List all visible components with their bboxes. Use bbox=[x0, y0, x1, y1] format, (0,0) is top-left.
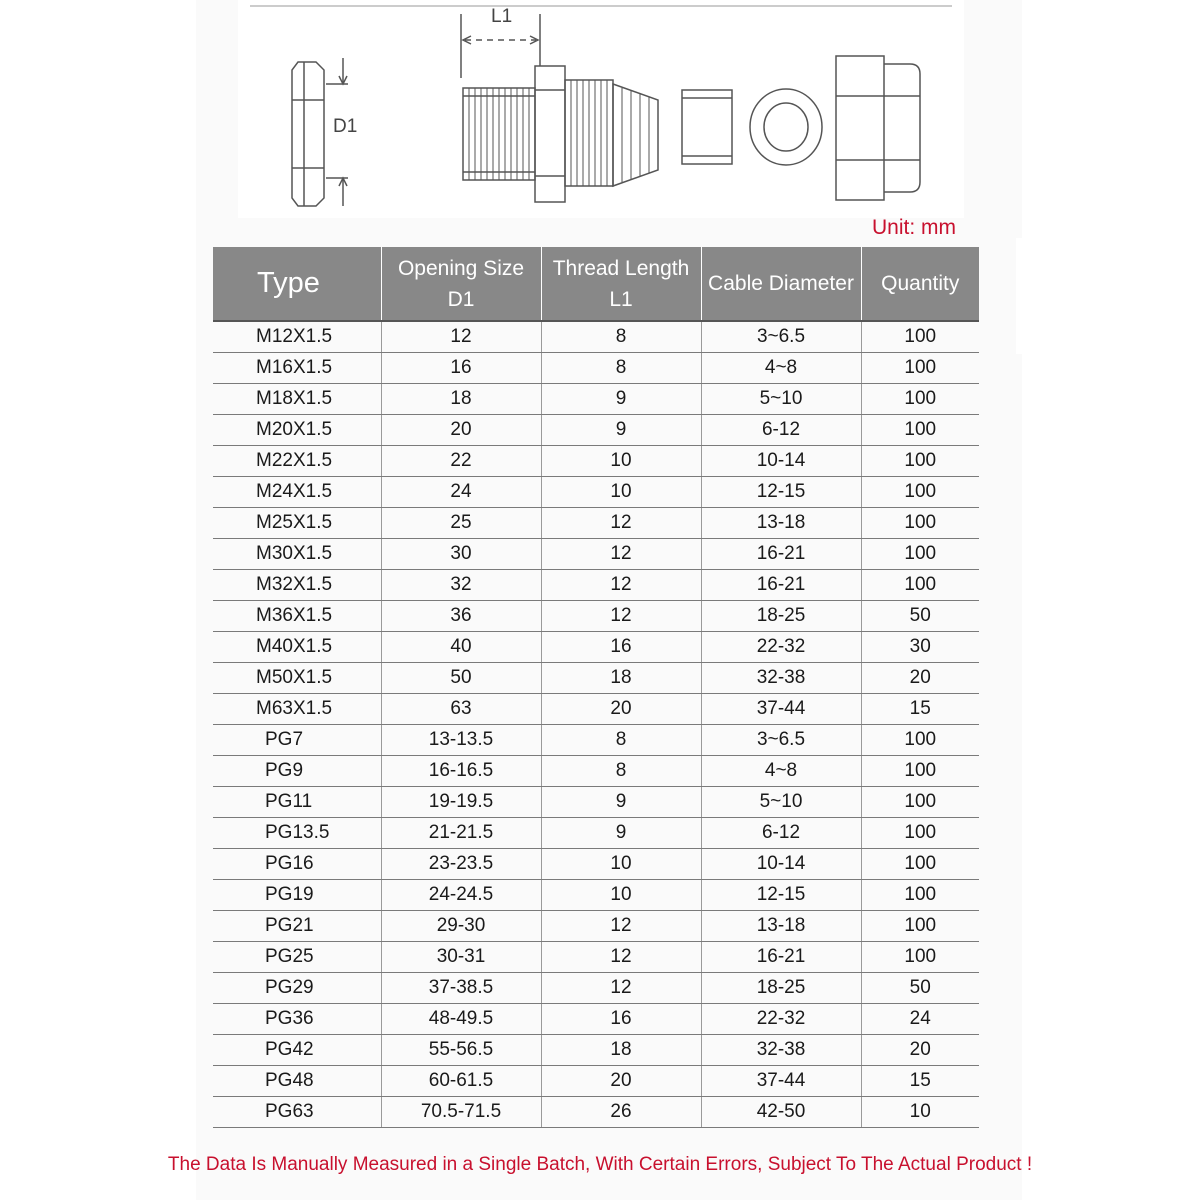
cable-diameter-cell: 12-15 bbox=[701, 880, 861, 911]
lock-nut-drawing bbox=[292, 62, 324, 206]
thread-length-cell: 8 bbox=[541, 725, 701, 756]
opening-size-cell: 37-38.5 bbox=[381, 973, 541, 1004]
unit-label: Unit: mm bbox=[872, 216, 956, 239]
opening-size-cell: 32 bbox=[381, 570, 541, 601]
opening-size-cell: 24-24.5 bbox=[381, 880, 541, 911]
type-cell: M12X1.5 bbox=[213, 321, 381, 353]
opening-size-cell: 21-21.5 bbox=[381, 818, 541, 849]
opening-size-cell: 29-30 bbox=[381, 911, 541, 942]
type-cell: M18X1.5 bbox=[213, 384, 381, 415]
opening-size-cell: 30 bbox=[381, 539, 541, 570]
quantity-cell: 50 bbox=[861, 973, 979, 1004]
type-cell: M25X1.5 bbox=[213, 508, 381, 539]
table-row bbox=[213, 818, 979, 849]
cable-diameter-cell: 37-44 bbox=[701, 1066, 861, 1097]
opening-size-cell: 18 bbox=[381, 384, 541, 415]
table-row bbox=[213, 942, 979, 973]
type-cell: PG29 bbox=[213, 973, 381, 1004]
table-row bbox=[213, 384, 979, 415]
type-cell: PG9 bbox=[213, 756, 381, 787]
opening-size-cell: 63 bbox=[381, 694, 541, 725]
table-row bbox=[213, 1097, 979, 1128]
type-cell: PG11 bbox=[213, 787, 381, 818]
opening-size-cell: 12 bbox=[381, 321, 541, 353]
table-row bbox=[213, 508, 979, 539]
quantity-cell: 100 bbox=[861, 446, 979, 477]
opening-size-cell: 70.5-71.5 bbox=[381, 1097, 541, 1128]
thread-length-cell: 9 bbox=[541, 818, 701, 849]
table-row bbox=[213, 849, 979, 880]
cable-gland-diagram bbox=[238, 0, 964, 218]
cable-diameter-cell: 37-44 bbox=[701, 694, 861, 725]
disclaimer-footnote: The Data Is Manually Measured in a Single Batch, With Certain Errors, Subject To The Actual Product ! bbox=[167, 1154, 1033, 1175]
opening-size-cell: 60-61.5 bbox=[381, 1066, 541, 1097]
type-cell: PG7 bbox=[213, 725, 381, 756]
cable-diameter-cell: 3~6.5 bbox=[701, 321, 861, 353]
quantity-cell: 10 bbox=[861, 1097, 979, 1128]
type-cell: M20X1.5 bbox=[213, 415, 381, 446]
opening-size-cell: 19-19.5 bbox=[381, 787, 541, 818]
quantity-cell: 100 bbox=[861, 539, 979, 570]
quantity-cell: 15 bbox=[861, 694, 979, 725]
cable-diameter-cell: 22-32 bbox=[701, 632, 861, 663]
opening-size-cell: 55-56.5 bbox=[381, 1035, 541, 1066]
quantity-cell: 100 bbox=[861, 756, 979, 787]
opening-size-cell: 20 bbox=[381, 415, 541, 446]
table-row bbox=[213, 1066, 979, 1097]
table-row bbox=[213, 446, 979, 477]
opening-size-cell: 24 bbox=[381, 477, 541, 508]
opening-size-cell: 25 bbox=[381, 508, 541, 539]
header-quantity: Quantity bbox=[861, 247, 979, 321]
header-row bbox=[213, 247, 979, 321]
header-type: Type bbox=[213, 247, 381, 321]
quantity-cell: 100 bbox=[861, 849, 979, 880]
quantity-cell: 20 bbox=[861, 1035, 979, 1066]
type-cell: PG19 bbox=[213, 880, 381, 911]
quantity-cell: 50 bbox=[861, 601, 979, 632]
table-row bbox=[213, 787, 979, 818]
thread-length-cell: 16 bbox=[541, 632, 701, 663]
thread-length-cell: 12 bbox=[541, 942, 701, 973]
table-row bbox=[213, 539, 979, 570]
table-row bbox=[213, 632, 979, 663]
quantity-cell: 100 bbox=[861, 911, 979, 942]
cable-diameter-cell: 16-21 bbox=[701, 570, 861, 601]
opening-size-cell: 16 bbox=[381, 353, 541, 384]
type-cell: M30X1.5 bbox=[213, 539, 381, 570]
type-cell: M22X1.5 bbox=[213, 446, 381, 477]
type-cell: M24X1.5 bbox=[213, 477, 381, 508]
cable-diameter-cell: 5~10 bbox=[701, 384, 861, 415]
thread-length-cell: 18 bbox=[541, 663, 701, 694]
type-cell: PG63 bbox=[213, 1097, 381, 1128]
thread-length-cell: 26 bbox=[541, 1097, 701, 1128]
cable-diameter-cell: 13-18 bbox=[701, 508, 861, 539]
side-panel bbox=[1016, 238, 1200, 354]
cable-diameter-cell: 16-21 bbox=[701, 539, 861, 570]
type-cell: M50X1.5 bbox=[213, 663, 381, 694]
quantity-cell: 20 bbox=[861, 663, 979, 694]
opening-size-cell: 40 bbox=[381, 632, 541, 663]
thread-length-cell: 8 bbox=[541, 321, 701, 353]
cable-diameter-cell: 6-12 bbox=[701, 818, 861, 849]
quantity-cell: 100 bbox=[861, 880, 979, 911]
table-row bbox=[213, 911, 979, 942]
thread-length-cell: 10 bbox=[541, 477, 701, 508]
header-opening-size: Opening Size D1 bbox=[381, 247, 541, 321]
cable-diameter-cell: 18-25 bbox=[701, 601, 861, 632]
gland-body-drawing bbox=[463, 66, 658, 202]
type-cell: PG25 bbox=[213, 942, 381, 973]
l1-label: L1 bbox=[491, 6, 513, 27]
quantity-cell: 100 bbox=[861, 787, 979, 818]
thread-length-cell: 10 bbox=[541, 880, 701, 911]
type-cell: M32X1.5 bbox=[213, 570, 381, 601]
table-row bbox=[213, 353, 979, 384]
table-row bbox=[213, 694, 979, 725]
cable-diameter-cell: 16-21 bbox=[701, 942, 861, 973]
quantity-cell: 15 bbox=[861, 1066, 979, 1097]
type-cell: M16X1.5 bbox=[213, 353, 381, 384]
spec-table bbox=[213, 247, 979, 1128]
cable-diameter-cell: 4~8 bbox=[701, 756, 861, 787]
table-row bbox=[213, 1035, 979, 1066]
cable-diameter-cell: 13-18 bbox=[701, 911, 861, 942]
thread-length-cell: 12 bbox=[541, 539, 701, 570]
table-row bbox=[213, 756, 979, 787]
header-thread-length: Thread Length L1 bbox=[541, 247, 701, 321]
table-row bbox=[213, 663, 979, 694]
spec-table-body bbox=[213, 321, 979, 1128]
cable-diameter-cell: 42-50 bbox=[701, 1097, 861, 1128]
quantity-cell: 100 bbox=[861, 570, 979, 601]
thread-length-cell: 12 bbox=[541, 601, 701, 632]
cable-diameter-cell: 22-32 bbox=[701, 1004, 861, 1035]
thread-length-cell: 8 bbox=[541, 756, 701, 787]
quantity-cell: 24 bbox=[861, 1004, 979, 1035]
thread-length-cell: 12 bbox=[541, 570, 701, 601]
opening-size-cell: 36 bbox=[381, 601, 541, 632]
cap-nut-drawing bbox=[836, 56, 920, 200]
type-cell: PG16 bbox=[213, 849, 381, 880]
quantity-cell: 100 bbox=[861, 353, 979, 384]
cable-diameter-cell: 6-12 bbox=[701, 415, 861, 446]
type-cell: PG21 bbox=[213, 911, 381, 942]
quantity-cell: 100 bbox=[861, 942, 979, 973]
quantity-cell: 100 bbox=[861, 818, 979, 849]
type-cell: PG48 bbox=[213, 1066, 381, 1097]
type-cell: M36X1.5 bbox=[213, 601, 381, 632]
d1-label: D1 bbox=[333, 116, 358, 137]
opening-size-cell: 16-16.5 bbox=[381, 756, 541, 787]
opening-size-cell: 13-13.5 bbox=[381, 725, 541, 756]
table-row bbox=[213, 725, 979, 756]
cable-diameter-cell: 32-38 bbox=[701, 663, 861, 694]
table-row bbox=[213, 880, 979, 911]
cable-diameter-cell: 10-14 bbox=[701, 446, 861, 477]
opening-size-cell: 30-31 bbox=[381, 942, 541, 973]
opening-size-cell: 22 bbox=[381, 446, 541, 477]
thread-length-cell: 9 bbox=[541, 415, 701, 446]
thread-length-cell: 12 bbox=[541, 973, 701, 1004]
thread-length-cell: 10 bbox=[541, 446, 701, 477]
quantity-cell: 100 bbox=[861, 477, 979, 508]
type-cell: M40X1.5 bbox=[213, 632, 381, 663]
thread-length-cell: 10 bbox=[541, 849, 701, 880]
opening-size-cell: 50 bbox=[381, 663, 541, 694]
type-cell: PG13.5 bbox=[213, 818, 381, 849]
cable-diameter-cell: 4~8 bbox=[701, 353, 861, 384]
type-cell: M63X1.5 bbox=[213, 694, 381, 725]
quantity-cell: 100 bbox=[861, 725, 979, 756]
quantity-cell: 100 bbox=[861, 384, 979, 415]
cable-diameter-cell: 32-38 bbox=[701, 1035, 861, 1066]
seal-drawing bbox=[682, 90, 732, 164]
table-row bbox=[213, 601, 979, 632]
quantity-cell: 100 bbox=[861, 508, 979, 539]
thread-length-cell: 20 bbox=[541, 694, 701, 725]
cable-diameter-cell: 10-14 bbox=[701, 849, 861, 880]
cable-diameter-cell: 5~10 bbox=[701, 787, 861, 818]
cable-diameter-cell: 18-25 bbox=[701, 973, 861, 1004]
table-row bbox=[213, 1004, 979, 1035]
thread-length-cell: 12 bbox=[541, 911, 701, 942]
quantity-cell: 100 bbox=[861, 321, 979, 353]
thread-length-cell: 16 bbox=[541, 1004, 701, 1035]
quantity-cell: 100 bbox=[861, 415, 979, 446]
thread-length-cell: 18 bbox=[541, 1035, 701, 1066]
thread-length-cell: 9 bbox=[541, 384, 701, 415]
cable-diameter-cell: 12-15 bbox=[701, 477, 861, 508]
table-row bbox=[213, 321, 979, 353]
cable-diameter-cell: 3~6.5 bbox=[701, 725, 861, 756]
table-row bbox=[213, 570, 979, 601]
opening-size-cell: 23-23.5 bbox=[381, 849, 541, 880]
table-row bbox=[213, 477, 979, 508]
table-row bbox=[213, 415, 979, 446]
type-cell: PG36 bbox=[213, 1004, 381, 1035]
thread-length-cell: 12 bbox=[541, 508, 701, 539]
cable-gland-drawing bbox=[238, 0, 964, 218]
thread-length-cell: 20 bbox=[541, 1066, 701, 1097]
type-cell: PG42 bbox=[213, 1035, 381, 1066]
table-row bbox=[213, 973, 979, 1004]
thread-length-cell: 9 bbox=[541, 787, 701, 818]
opening-size-cell: 48-49.5 bbox=[381, 1004, 541, 1035]
washer-drawing bbox=[750, 89, 822, 165]
thread-length-cell: 8 bbox=[541, 353, 701, 384]
quantity-cell: 30 bbox=[861, 632, 979, 663]
header-cable-diameter: Cable Diameter bbox=[701, 247, 861, 321]
